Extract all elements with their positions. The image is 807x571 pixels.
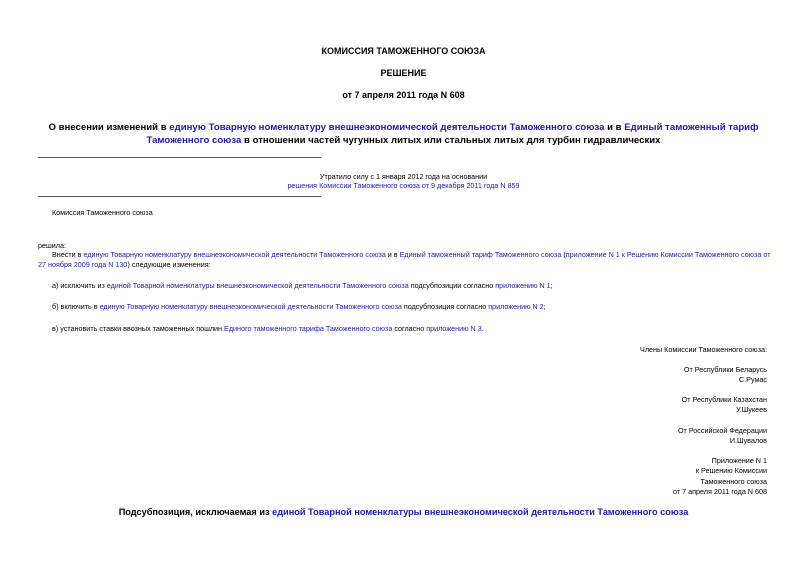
item-text: ; [543,302,546,311]
link-annex-3[interactable]: приложению N 3 [426,324,482,333]
link-tariff[interactable]: Единого таможенного тарифа Таможенного союза [224,324,393,333]
preamble: Комиссия Таможенного союза [52,208,153,217]
link-nomenclature[interactable]: единую Товарную номенклатуру внешнеэкономической деятельности Таможенного союза [99,302,402,311]
document-type: РЕШЕНИЕ [380,68,427,78]
section-heading [0,507,807,517]
signatory-name: С.Румас [738,375,767,384]
signatory-country: От Республики Казахстан [681,395,767,404]
title-link-tariff[interactable]: Единый таможенный тариф Таможенного союза [146,122,759,146]
item-text: . [481,324,484,333]
paragraph-text: ) следующие изменения: [127,260,211,269]
link-nomenclature[interactable]: единой Товарной номенклатуры внешнеэкономической деятельности Таможенного союза [106,281,409,290]
link-decision-130[interactable]: приложение N 1 к Решению Комиссии Таможенного союза от 27 ноября 2009 года N 130 [38,250,771,269]
title-text: О внесении изменений в [48,122,170,133]
list-item-a [52,281,553,291]
annex-label: от 7 апреля 2011 года N 608 [673,487,767,496]
signatory-name: У.Шукеев [736,405,767,414]
signatory-name: И.Шувалов [729,436,767,445]
paragraph-text: и в [385,250,400,259]
section-link-nomenclature[interactable]: единой Товарной номенклатуры внешнеэкономической деятельности Таможенного союза [272,507,689,517]
status-line: Утратило силу с 1 января 2012 года на основании [319,172,488,181]
status-link[interactable]: решения Комиссии Таможенного союза от 9 декабря 2011 года N 859 [287,181,520,190]
paragraph-text: ( [561,250,566,259]
document-date-number: от 7 апреля 2011 года N 608 [342,90,465,100]
title-text: и в [604,122,625,133]
members-heading: Члены Комиссии Таможенного союза: [640,345,767,354]
section-text: Подсубпозиция, исключаемая из [118,507,273,517]
decided-label: решила: [38,241,66,250]
item-text: а) исключить из [52,281,107,290]
link-tariff[interactable]: Единый таможенный тариф Таможенного союза [399,250,562,259]
paragraph-text: Внести в [52,250,84,259]
divider [38,157,321,158]
item-text: согласно [392,324,427,333]
annex-label: Приложение N 1 [711,456,767,465]
annex-label: Таможенного союза [700,477,767,486]
commission-heading: КОМИССИЯ ТАМОЖЕННОГО СОЮЗА [321,46,486,56]
link-annex-1[interactable]: приложению N 1 [495,281,551,290]
item-text: ; [550,281,553,290]
title-text: в отношении частей чугунных литых или стальных литых для турбин гидравлических [241,135,661,146]
item-text: в) установить ставки ввозных таможенных пошлин [52,324,225,333]
divider [38,196,321,197]
list-item-b [52,302,546,312]
signatory-country: От Российской Федерации [677,426,767,435]
title-link-nomenclature[interactable]: единую Товарную номенклатуру внешнеэкономической деятельности Таможенного союза [169,122,605,133]
link-nomenclature[interactable]: единую Товарную номенклатуру внешнеэкономической деятельности Таможенного союза [83,250,386,259]
annex-label: к Решению Комиссии [695,466,767,475]
signatory-country: От Республики Беларусь [683,365,767,374]
list-item-c [52,324,484,334]
item-text: подсубпозиция согласно [401,302,489,311]
link-annex-2[interactable]: приложению N 2 [488,302,544,311]
paragraph-amendments [38,250,771,270]
document-title [30,121,777,147]
item-text: подсубпозиции согласно [408,281,496,290]
item-text: б) включить в [52,302,100,311]
